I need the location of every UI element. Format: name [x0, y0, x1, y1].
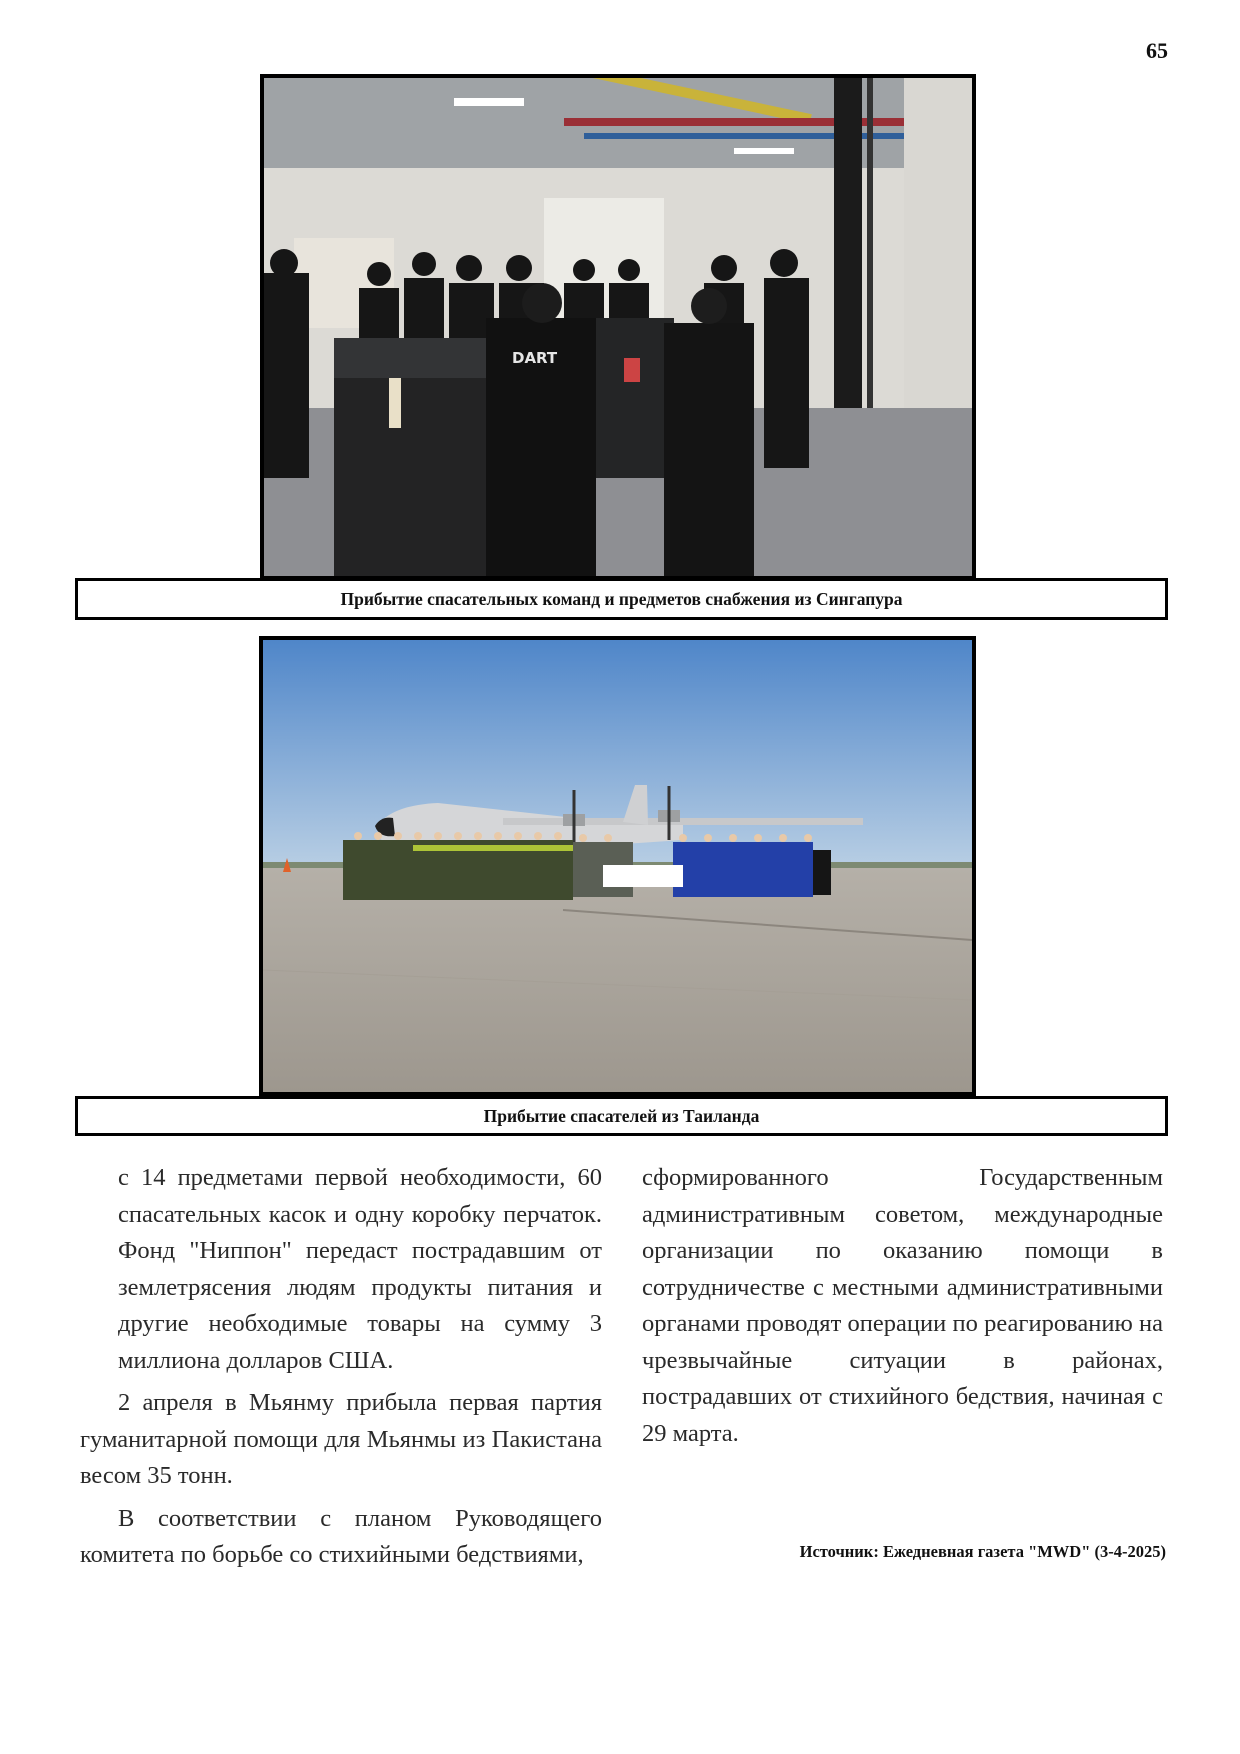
article-left-column: [80, 1160, 602, 1580]
photo-caption-singapore: Прибытие спасательных команд и предметов снабжения из Сингапура: [75, 578, 1168, 620]
dart-shirt-label: DART: [512, 349, 558, 367]
photo-thailand-rescuers: [259, 636, 976, 1096]
paragraph: с 14 предметами первой необходимости, 60 спасательных касок и одну коробку перчаток. Фонд "Ниппон" передаст пострадавшим от землетрясения людям продукты питания и другие необходимые товары на сумму 3 миллиона долларов США.: [118, 1164, 602, 1374]
photo-caption-thailand: Прибытие спасателей из Таиланда: [75, 1096, 1168, 1136]
article-right-column: [642, 1160, 1163, 1458]
page-number: 65: [1146, 38, 1168, 63]
photo-singapore-rescue-team: [260, 74, 976, 580]
paragraph: 2 апреля в Мьянму прибыла первая партия гуманитарной помощи для Мьянмы из Пакистана весом 35 тонн.: [80, 1389, 602, 1489]
paragraph: В соответствии с планом Руководящего комитета по борьбе со стихийными бедствиями,: [80, 1504, 602, 1568]
paragraph: сформированного Государственным административным советом, международные организации по оказанию помощи в сотрудничестве с местными административными органами проводят операции по реагированию на чрезвычайные ситуации в районах, пострадавших от стихийного бедствия, начиная с 29 марта.: [642, 1164, 1163, 1447]
source-citation: Источник: Ежедневная газета "MWD" (3-4-2025): [799, 1542, 1166, 1561]
